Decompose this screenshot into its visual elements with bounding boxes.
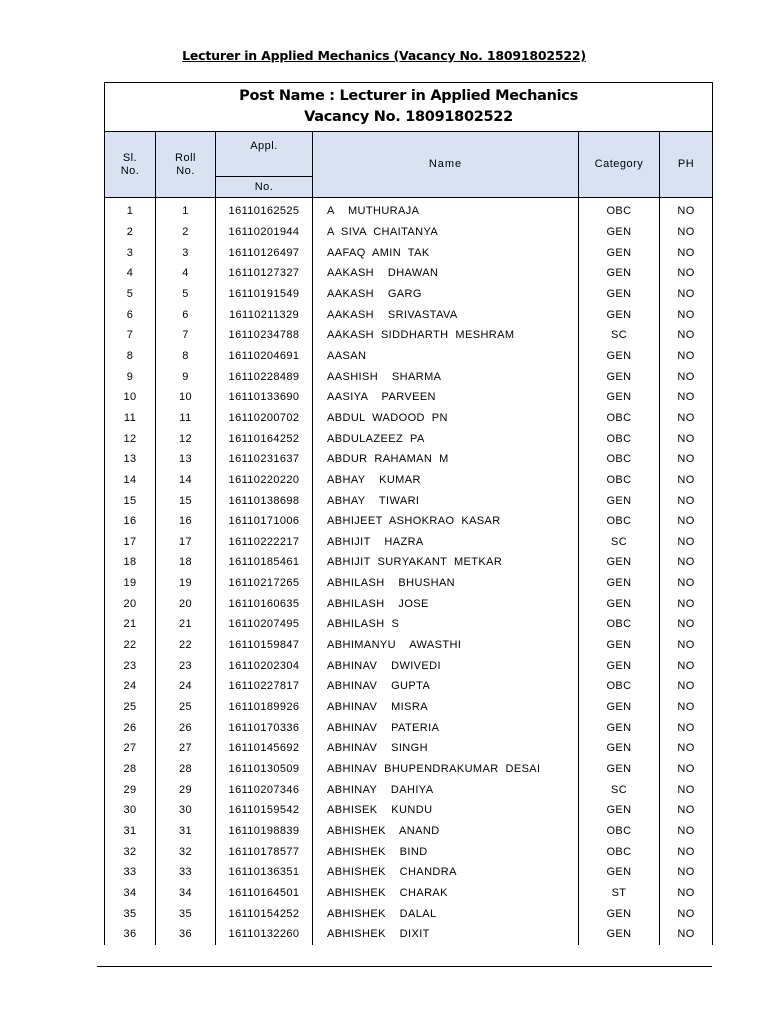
name-cell: ABHILASH S (313, 614, 579, 635)
ph-cell: NO (660, 883, 713, 904)
name-cell: ABHINAV SINGH (313, 738, 579, 759)
sl-no-cell: 34 (105, 883, 156, 904)
ph-cell: NO (660, 903, 713, 924)
sl-no-cell: 14 (105, 470, 156, 491)
ph-cell: NO (660, 821, 713, 842)
post-name: Post Name : Lecturer in Applied Mechanics (239, 88, 578, 104)
appl-no-cell: 16110171006 (216, 511, 313, 532)
name-cell: ABHIMANYU AWASTHI (313, 635, 579, 656)
sl-no-cell: 33 (105, 862, 156, 883)
name-cell: AAFAQ AMIN TAK (313, 242, 579, 263)
category-cell: OBC (579, 676, 660, 697)
name-cell: AASHISH SHARMA (313, 366, 579, 387)
appl-no-cell: 16110227817 (216, 676, 313, 697)
table-row (105, 821, 713, 842)
name-cell: ABHISHEK CHARAK (313, 883, 579, 904)
ph-cell: NO (660, 717, 713, 738)
category-cell: GEN (579, 304, 660, 325)
sl-no-cell: 19 (105, 573, 156, 594)
table-row (105, 490, 713, 511)
ph-cell: NO (660, 841, 713, 862)
sl-no-cell: 32 (105, 841, 156, 862)
category-cell: GEN (579, 903, 660, 924)
bottom-rule (97, 966, 712, 967)
category-cell: SC (579, 779, 660, 800)
name-cell: ABHINAV BHUPENDRAKUMAR DESAI (313, 759, 579, 780)
table-row (105, 532, 713, 553)
appl-no-cell: 16110222217 (216, 532, 313, 553)
category-cell: SC (579, 325, 660, 346)
category-cell: OBC (579, 198, 660, 222)
roll-no-cell: 22 (156, 635, 216, 656)
sl-no-cell: 16 (105, 511, 156, 532)
roll-no-cell: 5 (156, 284, 216, 305)
category-cell: GEN (579, 284, 660, 305)
table-row (105, 738, 713, 759)
ph-cell: NO (660, 222, 713, 243)
ph-cell: NO (660, 676, 713, 697)
appl-no-cell: 16110207495 (216, 614, 313, 635)
sl-no-cell: 29 (105, 779, 156, 800)
roll-no-cell: 13 (156, 449, 216, 470)
table-row (105, 428, 713, 449)
name-cell: ABDUL WADOOD PN (313, 408, 579, 429)
name-cell: ABHILASH BHUSHAN (313, 573, 579, 594)
sl-no-cell: 31 (105, 821, 156, 842)
table-row (105, 655, 713, 676)
appl-no-cell: 16110133690 (216, 387, 313, 408)
appl-no-cell: 16110200702 (216, 408, 313, 429)
appl-no-cell: 16110189926 (216, 697, 313, 718)
category-cell: OBC (579, 511, 660, 532)
table-row (105, 552, 713, 573)
name-cell: ABHISEK KUNDU (313, 800, 579, 821)
roll-no-cell: 18 (156, 552, 216, 573)
appl-no-cell: 16110136351 (216, 862, 313, 883)
table-row (105, 573, 713, 594)
category-cell: SC (579, 532, 660, 553)
name-cell: ABHINAV MISRA (313, 697, 579, 718)
appl-no-cell: 16110234788 (216, 325, 313, 346)
table-row (105, 614, 713, 635)
appl-no-cell: 16110178577 (216, 841, 313, 862)
name-cell: AAKASH SIDDHARTH MESHRAM (313, 325, 579, 346)
ph-cell: NO (660, 242, 713, 263)
sl-no-cell: 22 (105, 635, 156, 656)
sl-no-cell: 10 (105, 387, 156, 408)
post-header (105, 83, 713, 132)
category-cell: GEN (579, 635, 660, 656)
table-row (105, 304, 713, 325)
roll-no-cell: 32 (156, 841, 216, 862)
document-title: Lecturer in Applied Mechanics (Vacancy No. 18091802522) (182, 48, 586, 63)
category-cell: GEN (579, 697, 660, 718)
table-row (105, 449, 713, 470)
table-row (105, 408, 713, 429)
table-row (105, 903, 713, 924)
ph-cell: NO (660, 738, 713, 759)
col-header-ph: PH (660, 132, 713, 198)
sl-no-cell: 2 (105, 222, 156, 243)
roll-no-cell: 4 (156, 263, 216, 284)
table-row (105, 284, 713, 305)
sl-no-cell: 25 (105, 697, 156, 718)
table-row (105, 593, 713, 614)
col-header-roll-no: Roll No. (156, 132, 216, 198)
name-cell: ABHIJEET ASHOKRAO KASAR (313, 511, 579, 532)
category-cell: OBC (579, 408, 660, 429)
roll-no-cell: 1 (156, 198, 216, 222)
table-body (105, 198, 713, 945)
ph-cell: NO (660, 655, 713, 676)
roll-no-cell: 21 (156, 614, 216, 635)
category-cell: GEN (579, 387, 660, 408)
table-row (105, 841, 713, 862)
sl-no-cell: 24 (105, 676, 156, 697)
roll-no-cell: 36 (156, 924, 216, 945)
category-cell: GEN (579, 242, 660, 263)
category-cell: GEN (579, 738, 660, 759)
category-cell: GEN (579, 552, 660, 573)
sl-no-cell: 3 (105, 242, 156, 263)
table-row (105, 387, 713, 408)
category-cell: GEN (579, 346, 660, 367)
appl-no-cell: 16110127327 (216, 263, 313, 284)
col-header-appl: Appl. (216, 132, 313, 177)
table-row (105, 800, 713, 821)
sl-no-cell: 20 (105, 593, 156, 614)
table-row (105, 697, 713, 718)
roll-no-cell: 3 (156, 242, 216, 263)
sl-no-cell: 21 (105, 614, 156, 635)
category-cell: OBC (579, 821, 660, 842)
name-cell: ABHISHEK ANAND (313, 821, 579, 842)
roll-no-cell: 25 (156, 697, 216, 718)
sl-no-cell: 26 (105, 717, 156, 738)
roll-no-cell: 27 (156, 738, 216, 759)
category-cell: OBC (579, 449, 660, 470)
roll-no-cell: 29 (156, 779, 216, 800)
ph-cell: NO (660, 490, 713, 511)
table-row (105, 676, 713, 697)
appl-no-cell: 16110160635 (216, 593, 313, 614)
category-cell: GEN (579, 924, 660, 945)
table-row (105, 470, 713, 491)
name-cell: AASAN (313, 346, 579, 367)
appl-no-cell: 16110198839 (216, 821, 313, 842)
appl-no-cell: 16110126497 (216, 242, 313, 263)
category-cell: ST (579, 883, 660, 904)
table-row (105, 366, 713, 387)
sl-no-cell: 23 (105, 655, 156, 676)
ph-cell: NO (660, 573, 713, 594)
table-row (105, 346, 713, 367)
name-cell: ABDUR RAHAMAN M (313, 449, 579, 470)
table-row (105, 717, 713, 738)
sl-no-cell: 6 (105, 304, 156, 325)
sl-no-cell: 17 (105, 532, 156, 553)
name-cell: A MUTHURAJA (313, 198, 579, 222)
ph-cell: NO (660, 697, 713, 718)
roll-no-cell: 31 (156, 821, 216, 842)
ph-cell: NO (660, 924, 713, 945)
roll-no-cell: 19 (156, 573, 216, 594)
appl-no-cell: 16110138698 (216, 490, 313, 511)
sl-no-cell: 15 (105, 490, 156, 511)
table-row (105, 779, 713, 800)
name-cell: ABHAY TIWARI (313, 490, 579, 511)
ph-cell: NO (660, 428, 713, 449)
roll-no-cell: 10 (156, 387, 216, 408)
name-cell: ABHINAV DWIVEDI (313, 655, 579, 676)
ph-cell: NO (660, 387, 713, 408)
vacancy-number: Vacancy No. 18091802522 (304, 109, 513, 125)
ph-cell: NO (660, 532, 713, 553)
candidate-table (104, 82, 713, 945)
roll-no-cell: 35 (156, 903, 216, 924)
name-cell: ABHINAV GUPTA (313, 676, 579, 697)
name-cell: ABHILASH JOSE (313, 593, 579, 614)
ph-cell: NO (660, 346, 713, 367)
roll-no-cell: 12 (156, 428, 216, 449)
sl-no-cell: 12 (105, 428, 156, 449)
appl-no-cell: 16110145692 (216, 738, 313, 759)
name-cell: ABHAY KUMAR (313, 470, 579, 491)
roll-no-cell: 7 (156, 325, 216, 346)
table-row (105, 883, 713, 904)
ph-cell: NO (660, 449, 713, 470)
category-cell: GEN (579, 800, 660, 821)
ph-cell: NO (660, 325, 713, 346)
category-cell: GEN (579, 490, 660, 511)
ph-cell: NO (660, 593, 713, 614)
category-cell: GEN (579, 593, 660, 614)
table-row (105, 222, 713, 243)
category-cell: GEN (579, 573, 660, 594)
appl-no-cell: 16110164501 (216, 883, 313, 904)
category-cell: OBC (579, 428, 660, 449)
sl-no-cell: 28 (105, 759, 156, 780)
roll-no-cell: 23 (156, 655, 216, 676)
sl-no-cell: 1 (105, 198, 156, 222)
ph-cell: NO (660, 198, 713, 222)
table-row (105, 198, 713, 222)
name-cell: ABHISHEK DALAL (313, 903, 579, 924)
name-cell: AAKASH GARG (313, 284, 579, 305)
table-row (105, 635, 713, 656)
name-cell: A SIVA CHAITANYA (313, 222, 579, 243)
category-cell: OBC (579, 841, 660, 862)
sl-no-cell: 4 (105, 263, 156, 284)
name-cell: ABHISHEK CHANDRA (313, 862, 579, 883)
ph-cell: NO (660, 779, 713, 800)
name-cell: AASIYA PARVEEN (313, 387, 579, 408)
col-header-sl-no: Sl. No. (105, 132, 156, 198)
ph-cell: NO (660, 263, 713, 284)
category-cell: OBC (579, 470, 660, 491)
appl-no-cell: 16110185461 (216, 552, 313, 573)
appl-no-cell: 16110207346 (216, 779, 313, 800)
category-cell: GEN (579, 655, 660, 676)
name-cell: ABHISHEK DIXIT (313, 924, 579, 945)
name-cell: ABHIJIT HAZRA (313, 532, 579, 553)
roll-no-cell: 20 (156, 593, 216, 614)
sl-no-cell: 8 (105, 346, 156, 367)
ph-cell: NO (660, 511, 713, 532)
col-header-name: Name (313, 132, 579, 198)
roll-no-cell: 26 (156, 717, 216, 738)
table-row (105, 862, 713, 883)
ph-cell: NO (660, 552, 713, 573)
sl-no-cell: 18 (105, 552, 156, 573)
roll-no-cell: 6 (156, 304, 216, 325)
table-row (105, 325, 713, 346)
roll-no-cell: 16 (156, 511, 216, 532)
sl-no-cell: 9 (105, 366, 156, 387)
appl-no-cell: 16110231637 (216, 449, 313, 470)
appl-no-cell: 16110159542 (216, 800, 313, 821)
roll-no-cell: 24 (156, 676, 216, 697)
appl-no-cell: 16110217265 (216, 573, 313, 594)
ph-cell: NO (660, 635, 713, 656)
appl-no-cell: 16110191549 (216, 284, 313, 305)
table-row (105, 759, 713, 780)
ph-cell: NO (660, 862, 713, 883)
appl-no-cell: 16110201944 (216, 222, 313, 243)
appl-no-cell: 16110159847 (216, 635, 313, 656)
sl-no-cell: 36 (105, 924, 156, 945)
roll-no-cell: 8 (156, 346, 216, 367)
appl-no-cell: 16110204691 (216, 346, 313, 367)
sl-no-cell: 11 (105, 408, 156, 429)
name-cell: AAKASH DHAWAN (313, 263, 579, 284)
appl-no-cell: 16110211329 (216, 304, 313, 325)
category-cell: GEN (579, 717, 660, 738)
sl-no-cell: 30 (105, 800, 156, 821)
table-row (105, 263, 713, 284)
appl-no-cell: 16110220220 (216, 470, 313, 491)
name-cell: ABDULAZEEZ PA (313, 428, 579, 449)
category-cell: GEN (579, 366, 660, 387)
sl-no-cell: 13 (105, 449, 156, 470)
ph-cell: NO (660, 304, 713, 325)
appl-no-cell: 16110202304 (216, 655, 313, 676)
appl-no-cell: 16110228489 (216, 366, 313, 387)
roll-no-cell: 2 (156, 222, 216, 243)
roll-no-cell: 34 (156, 883, 216, 904)
name-cell: ABHIJIT SURYAKANT METKAR (313, 552, 579, 573)
appl-no-cell: 16110132260 (216, 924, 313, 945)
ph-cell: NO (660, 800, 713, 821)
category-cell: GEN (579, 263, 660, 284)
name-cell: ABHINAV PATERIA (313, 717, 579, 738)
table-row (105, 242, 713, 263)
ph-cell: NO (660, 366, 713, 387)
sl-no-cell: 35 (105, 903, 156, 924)
name-cell: ABHISHEK BIND (313, 841, 579, 862)
ph-cell: NO (660, 284, 713, 305)
col-header-category: Category (579, 132, 660, 198)
ph-cell: NO (660, 614, 713, 635)
roll-no-cell: 15 (156, 490, 216, 511)
ph-cell: NO (660, 408, 713, 429)
table-row (105, 924, 713, 945)
appl-no-cell: 16110170336 (216, 717, 313, 738)
roll-no-cell: 11 (156, 408, 216, 429)
roll-no-cell: 9 (156, 366, 216, 387)
appl-no-cell: 16110130509 (216, 759, 313, 780)
col-header-appl-no: No. (216, 177, 313, 198)
category-cell: GEN (579, 222, 660, 243)
category-cell: GEN (579, 759, 660, 780)
table-row (105, 511, 713, 532)
sl-no-cell: 7 (105, 325, 156, 346)
sl-no-cell: 5 (105, 284, 156, 305)
roll-no-cell: 14 (156, 470, 216, 491)
category-cell: OBC (579, 614, 660, 635)
roll-no-cell: 17 (156, 532, 216, 553)
roll-no-cell: 33 (156, 862, 216, 883)
roll-no-cell: 30 (156, 800, 216, 821)
appl-no-cell: 16110164252 (216, 428, 313, 449)
appl-no-cell: 16110154252 (216, 903, 313, 924)
roll-no-cell: 28 (156, 759, 216, 780)
category-cell: GEN (579, 862, 660, 883)
name-cell: ABHINAY DAHIYA (313, 779, 579, 800)
appl-no-cell: 16110162525 (216, 198, 313, 222)
ph-cell: NO (660, 470, 713, 491)
ph-cell: NO (660, 759, 713, 780)
name-cell: AAKASH SRIVASTAVA (313, 304, 579, 325)
sl-no-cell: 27 (105, 738, 156, 759)
